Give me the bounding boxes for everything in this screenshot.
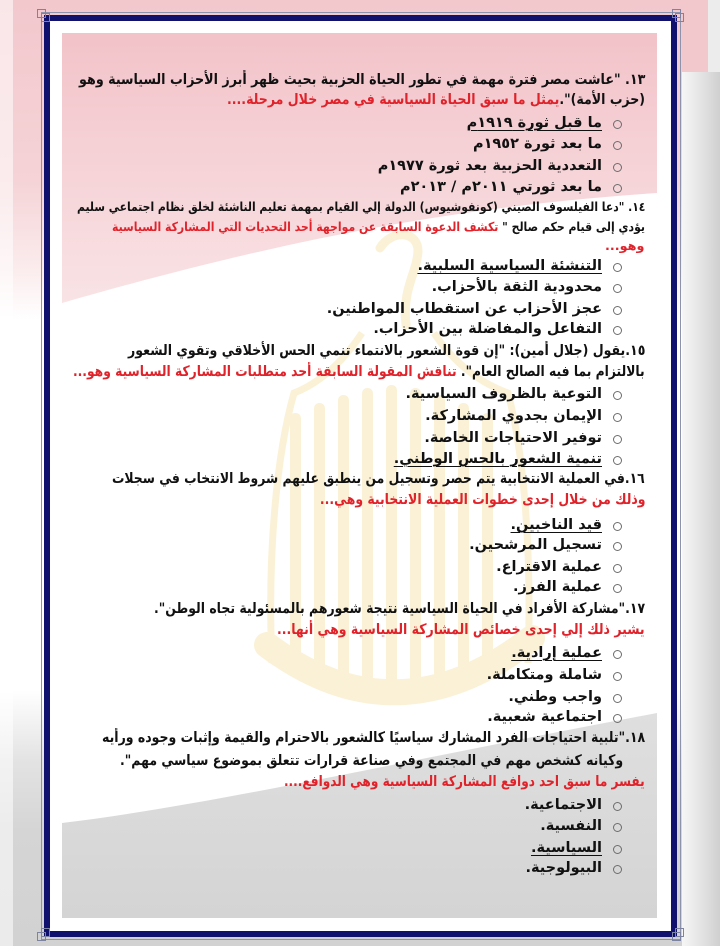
circle-bullet-icon — [613, 542, 622, 551]
option-text: قيد الناخبين. — [510, 517, 602, 533]
question-number: ١٨. — [624, 730, 645, 746]
circle-bullet-icon — [613, 263, 622, 272]
option-text: التفاعل والمفاضلة بين الأحزاب. — [373, 321, 602, 337]
option-text: تنمية الشعور بالحس الوطني. — [393, 451, 602, 467]
outer-margin-right-edge — [708, 0, 720, 72]
option-row — [511, 643, 622, 663]
circle-bullet-icon — [613, 413, 622, 422]
option-row — [417, 256, 622, 276]
option-text: شاملة ومتكاملة. — [486, 667, 602, 683]
option-row — [378, 156, 622, 176]
option-row — [525, 858, 622, 878]
question-16-line-2 — [319, 490, 645, 510]
option-row — [508, 687, 622, 707]
option-row — [425, 406, 622, 426]
option-text: واجب وطني. — [508, 689, 602, 705]
option-text: عملية إرادية. — [511, 645, 602, 661]
option-row — [432, 277, 622, 297]
question-13-line-1 — [79, 70, 645, 90]
question-13-line-2 — [227, 90, 645, 110]
option-row — [473, 134, 622, 154]
question-text: في العملية الانتخابية يتم حصر وتسجيل من ينطبق عليهم شروط الانتخاب في سجلات — [112, 471, 626, 487]
option-row — [394, 449, 622, 469]
option-row — [467, 113, 622, 133]
option-text: تسجيل المرشحين. — [469, 537, 602, 553]
option-row — [424, 428, 622, 448]
question-18-line-1 — [102, 728, 645, 748]
option-row — [525, 795, 622, 815]
option-row — [327, 299, 622, 319]
circle-bullet-icon — [613, 306, 622, 315]
circle-bullet-icon — [613, 163, 622, 172]
option-text: النفسية. — [540, 818, 602, 834]
circle-bullet-icon — [613, 650, 622, 659]
question-14-line-1 — [77, 198, 645, 216]
option-row — [487, 707, 622, 727]
option-row — [511, 515, 622, 535]
option-row — [540, 816, 622, 836]
outer-margin-left — [0, 0, 13, 946]
option-row — [487, 665, 622, 685]
circle-bullet-icon — [613, 802, 622, 811]
option-row — [469, 535, 622, 555]
question-number: ١٧. — [625, 601, 645, 617]
question-number: ١٤. — [627, 199, 645, 214]
question-14-line-2 — [112, 218, 645, 236]
question-14-line-3 — [605, 237, 645, 255]
question-number: ١٦. — [625, 471, 645, 487]
circle-bullet-icon — [613, 120, 622, 129]
option-text: اجتماعية شعبية. — [487, 709, 602, 725]
question-15-line-2 — [73, 362, 645, 382]
question-17-line-1 — [154, 599, 645, 619]
question-text: "تلبية احتياجات الفرد المشارك سياسيًا كالشعور بالاحترام والقيمة وإثبات وجوده ورأيه — [101, 730, 625, 746]
option-text: عجز الأحزاب عن استقطاب المواطنين. — [326, 301, 602, 317]
circle-bullet-icon — [613, 326, 622, 335]
option-text: ما قبل ثورة ١٩١٩م — [466, 115, 602, 131]
option-text: الإيمان بجدوي المشاركة. — [425, 408, 602, 424]
question-prompt: يفسر ما سبق احد دوافع المشاركة السياسية وهي الدوافع.... — [284, 774, 645, 790]
question-prompt: وذلك من خلال إحدى خطوات العملية الانتخابية وهي... — [319, 492, 645, 508]
question-prompt: يمثل ما سبق الحياة السياسية في مصر خلال مرحلة.... — [226, 92, 560, 108]
circle-bullet-icon — [613, 584, 622, 593]
option-row — [513, 577, 622, 597]
circle-bullet-icon — [613, 672, 622, 681]
option-text: التعددية الحزبية بعد ثورة ١٩٧٧م — [377, 158, 602, 174]
option-row — [373, 319, 622, 339]
circle-bullet-icon — [613, 141, 622, 150]
option-text: ما بعد ثورة ١٩٥٢م — [472, 136, 602, 152]
option-text: الاجتماعية. — [524, 797, 602, 813]
option-row — [406, 384, 623, 404]
question-15-line-1 — [128, 341, 645, 361]
option-text: البيولوجية. — [525, 860, 602, 876]
option-row — [531, 838, 622, 858]
option-text: ما بعد ثورتي ٢٠١١م / ٢٠١٣م — [399, 179, 602, 195]
question-text: بالالتزام بما فيه الصالح العام". — [461, 364, 645, 380]
circle-bullet-icon — [613, 184, 622, 193]
option-text: محدودية الثقة بالأحزاب. — [431, 279, 602, 295]
question-prompt: تكشف الدعوة السابقة عن مواجهة أحد التحديات التي المشاركة السياسية — [112, 219, 503, 234]
question-text: (حزب الأمة)". — [559, 92, 645, 108]
circle-bullet-icon — [613, 714, 622, 723]
option-text: السياسية. — [530, 840, 602, 856]
circle-bullet-icon — [613, 456, 622, 465]
question-text: وكيانه كشخص مهم في المجتمع وفي صناعة قرارات تتعلق بموضوع سياسي مهم". — [119, 753, 623, 769]
question-text: يقول (جلال أمين): "إن قوة الشعور بالانتماء تنمي الحس الأخلاقي وتقوي الشعور — [127, 343, 625, 359]
question-text: "عاشت مصر فترة مهمة في تطور الحياة الحزبية بحيث ظهر أبرز الأحزاب السياسية وهو — [78, 72, 625, 88]
question-number: ١٥. — [624, 343, 645, 359]
question-16-line-1 — [112, 469, 645, 489]
question-text: يؤدي إلى قيام حكم صالح " — [502, 219, 645, 234]
outer-margin-right-flag-band — [682, 0, 708, 72]
circle-bullet-icon — [613, 845, 622, 854]
circle-bullet-icon — [613, 391, 622, 400]
outer-margin-right — [682, 72, 720, 946]
question-prompt: تناقش المقولة السابقة أحد متطلبات المشاركة السياسية وهو... — [73, 364, 462, 380]
question-number: ١٣. — [624, 72, 645, 88]
question-prompt: يشير ذلك إلي إحدى خصائص المشاركة السياسية وهي أنها... — [277, 622, 645, 638]
circle-bullet-icon — [613, 284, 622, 293]
option-text: عملية الفرز. — [512, 579, 602, 595]
circle-bullet-icon — [613, 522, 622, 531]
corner-ornament-icon — [41, 13, 50, 22]
circle-bullet-icon — [613, 564, 622, 573]
corner-ornament-icon — [675, 13, 684, 22]
question-18-line-3 — [284, 772, 645, 792]
question-text: "دعا الفيلسوف الصيني (كونفوشيوس) الدولة إلي القيام بمهمة تعليم الناشئة لخلق نظام اجتماعي سليم — [76, 199, 628, 214]
option-text: التنشئة السياسية السلبية. — [417, 258, 602, 274]
circle-bullet-icon — [613, 694, 622, 703]
option-text: التوعية بالظروف السياسية. — [405, 386, 602, 402]
question-text: "مشاركة الأفراد في الحياة السياسية نتيجة شعورهم بالمسئولية تجاه الوطن". — [153, 601, 626, 617]
question-prompt: وهو... — [605, 238, 645, 253]
corner-ornament-icon — [41, 928, 50, 937]
circle-bullet-icon — [613, 435, 622, 444]
question-18-line-2 — [120, 751, 623, 771]
question-17-line-2 — [277, 620, 645, 640]
option-text: توفير الاحتياجات الخاصة. — [424, 430, 602, 446]
circle-bullet-icon — [613, 823, 622, 832]
corner-ornament-icon — [675, 928, 684, 937]
option-row — [400, 177, 622, 197]
option-row — [496, 557, 622, 577]
circle-bullet-icon — [613, 865, 622, 874]
option-text: عملية الاقتراع. — [496, 559, 602, 575]
